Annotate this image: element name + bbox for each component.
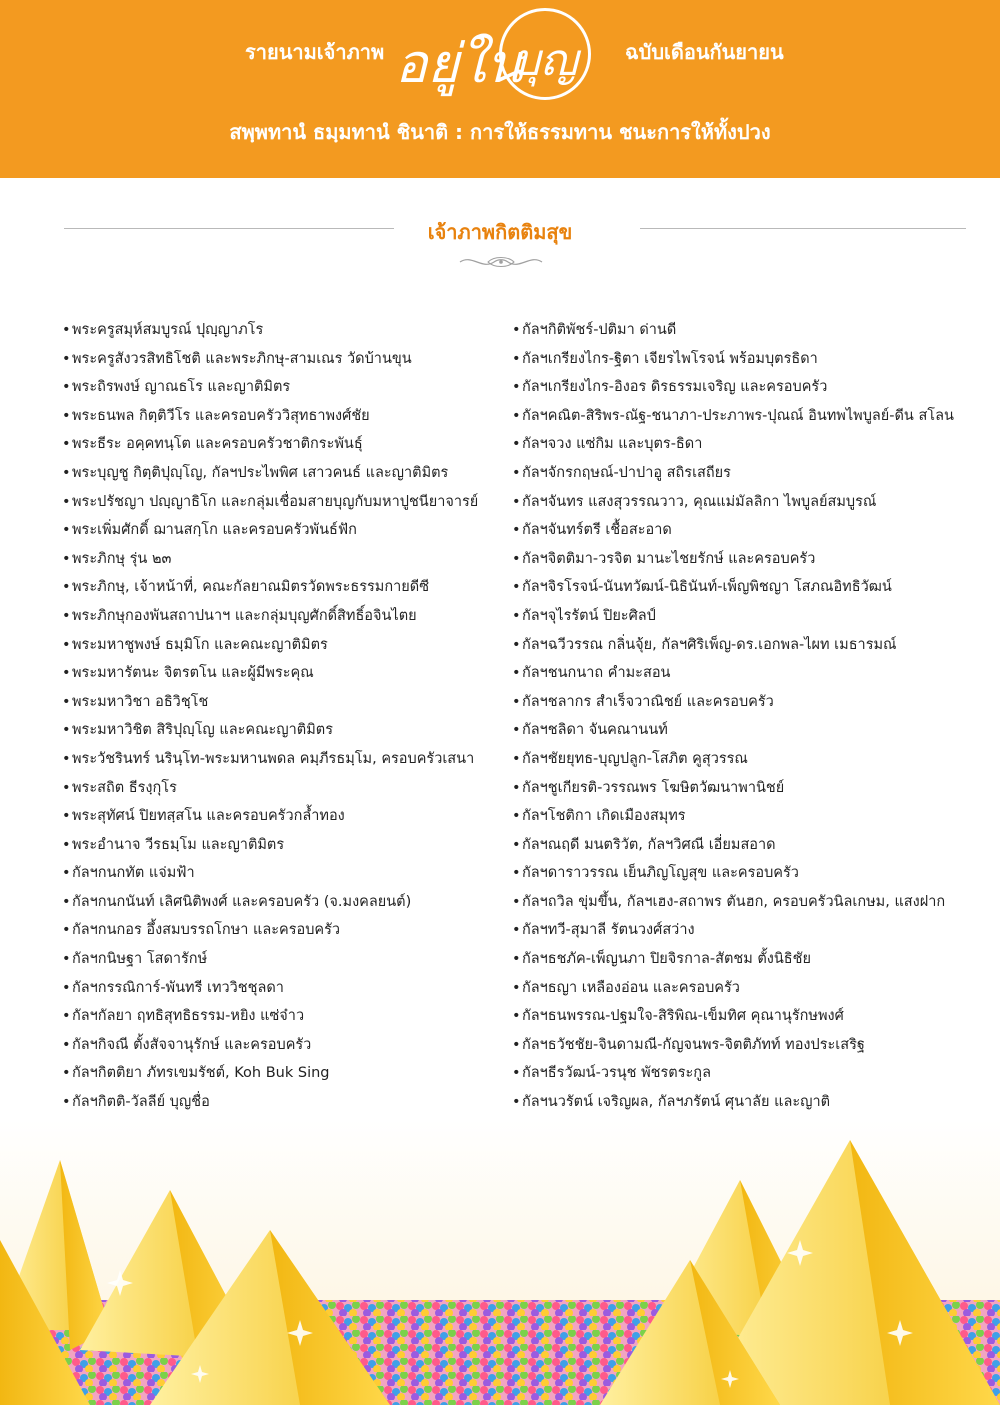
donor-list-item: • พระวัชรินทร์ นรินฺโท-พระมหานพดล คมฺภีรธมฺโม, ครอบครัวเสนา xyxy=(62,745,507,774)
donor-list-item: • กัลฯจิรโรจน์-นันทวัฒน์-นิธินันท์-เพ็ญพิชญา โสภณอิทธิวัฒน์ xyxy=(512,573,982,602)
donor-list-item: • พระภิกษุ รุ่น ๒๓ xyxy=(62,545,507,574)
scroll-flourish-icon xyxy=(458,252,544,272)
donor-list-item: • กัลฯกัลยา ฤทธิสุทธิธรรม-หยิง แซ่จ๋าว xyxy=(62,1002,507,1031)
donor-list-item: • กัลฯชูเกียรติ-วรรณพร โฆษิตวัฒนาพานิชย์ xyxy=(512,774,982,803)
donor-list-item: • กัลฯจวง แซ่กิม และบุตร-ธิดา xyxy=(512,430,982,459)
donor-list-item: • กัลฯกิติพัชร์-ปติมา ด่านดี xyxy=(512,316,982,345)
donor-list-left xyxy=(62,316,507,1117)
donor-list-item: • กัลฯกนกนันท์ เลิศนิติพงศ์ และครอบครัว (จ.มงคลยนต์) xyxy=(62,888,507,917)
donor-list-item: • กัลฯกนกทัต แจ่มฟ้า xyxy=(62,859,507,888)
logo-text-left: อยู่ใน xyxy=(395,32,523,95)
donor-list-item: • พระเพิ่มศักดิ์ ฌานสกฺโก และครอบครัวพันธ์ฟัก xyxy=(62,516,507,545)
donor-list-right xyxy=(512,316,982,1117)
donor-list-item: • กัลฯทวี-สุมาลี รัตนวงศ์สว่าง xyxy=(512,916,982,945)
donor-list-item: • กัลฯโชติกา เกิดเมืองสมุทร xyxy=(512,802,982,831)
issue-month: ฉบับเดือนกันยายน xyxy=(625,40,784,64)
donor-list-item: • กัลฯนวรัตน์ เจริญผล, กัลฯภรัตน์ ศุนาลัย และญาติ xyxy=(512,1088,982,1117)
donor-list-item: • พระมหาวิชา อธิวิชฺโช xyxy=(62,688,507,717)
donor-list-item: • กัลฯดาราวรรณ เย็นภิญโญสุข และครอบครัว xyxy=(512,859,982,888)
donor-list-item: • กัลฯกิตติ-วัลลีย์ บุญชื่อ xyxy=(62,1088,507,1117)
donor-list-item: • กัลฯชัยยุทธ-บุญปลูก-โสภิต คูสุวรรณ xyxy=(512,745,982,774)
donor-list-item: • พระปรัชญา ปญฺญาธิโก และกลุ่มเชื่อมสายบุญกับมหาปูชนียาจารย์ xyxy=(62,488,507,517)
donor-list-item: • กัลฯกรรณิการ์-พันทรี เทววิชชุลดา xyxy=(62,974,507,1003)
donor-list-item: • กัลฯจุไรรัตน์ ปิยะศิลป์ xyxy=(512,602,982,631)
donor-list-item: • กัลฯจันทร แสงสุวรรณวาว, คุณแม่มัลลิกา ไพบูลย์สมบูรณ์ xyxy=(512,488,982,517)
donor-list-item: • กัลฯเกรียงไกร-ฐิตา เจียรไพโรจน์ พร้อมบุตรธิดา xyxy=(512,345,982,374)
donor-list-item: • กัลฯชลิดา จันคณานนท์ xyxy=(512,716,982,745)
header-band xyxy=(0,0,1000,178)
section-heading xyxy=(0,212,1000,272)
header-subtitle: สพฺพทานํ ธมฺมทานํ ชินาติ : การให้ธรรมทาน ชนะการให้ทั้งปวง xyxy=(229,120,771,144)
donor-list-item: • กัลฯธีรวัฒน์-วรนุช พัชรตระกูล xyxy=(512,1059,982,1088)
donor-list-item: • พระสุทัศน์ ปิยทสฺสโน และครอบครัวกล้ำทอง xyxy=(62,802,507,831)
donor-list-item: • พระครูสังวรสิทธิโชติ และพระภิกษุ-สามเณร วัดบ้านขุน xyxy=(62,345,507,374)
donor-list-item: • พระมหาวิชิต สิริปุญฺโญ และคณะญาติมิตร xyxy=(62,716,507,745)
donor-list-item: • พระมหาชูพงษ์ ธมฺมิโก และคณะญาติมิตร xyxy=(62,631,507,660)
donor-list-item: • กัลฯณฤดี มนตริวัต, กัลฯวิศณี เอี่ยมสอาด xyxy=(512,831,982,860)
donor-list-item: • พระมหารัตนะ จิตรตโน และผู้มีพระคุณ xyxy=(62,659,507,688)
donor-list-item: • กัลฯชนกนาถ คำมะสอน xyxy=(512,659,982,688)
donor-list-item: • กัลฯถวิล ขุ่มขึ้น, กัลฯเฮง-สถาพร ตันฮก, ครอบครัวนิลเกษม, แสงฝาก xyxy=(512,888,982,917)
donor-list-item: • กัลฯธญา เหลืองอ่อน และครอบครัว xyxy=(512,974,982,1003)
donor-list-item: • กัลฯเกรียงไกร-อิงอร ดิรธรรมเจริญ และครอบครัว xyxy=(512,373,982,402)
donor-list-item: • กัลฯคณิต-สิริพร-ณัฐ-ชนาภา-ประภาพร-ปุณณ์ อินทพไพบูลย์-ดีน สโลน xyxy=(512,402,982,431)
donor-list-item: • กัลฯธวัชชัย-จินดามณี-กัญจนพร-จิตติภัทท์ ทองประเสริฐ xyxy=(512,1031,982,1060)
donor-list-item: • กัลฯจิตติมา-วรจิต มานะไชยรักษ์ และครอบครัว xyxy=(512,545,982,574)
donor-list-item: • กัลฯชลากร สำเร็จวาณิชย์ และครอบครัว xyxy=(512,688,982,717)
donor-list-item: • กัลฯจักรกฤษณ์-ปาปาอู สถิรเสถียร xyxy=(512,459,982,488)
magazine-logo xyxy=(385,6,625,106)
donor-list-item: • พระภิกษุกองพันสถาปนาฯ และกลุ่มบุญศักดิ์สิทธิ์อจินไตย xyxy=(62,602,507,631)
header-left-text: รายนามเจ้าภาพ xyxy=(245,40,385,64)
donor-list-item: • พระอำนาจ วีรธมฺโม และญาติมิตร xyxy=(62,831,507,860)
donor-list-item: • พระถิรพงษ์ ญาณธโร และญาติมิตร xyxy=(62,373,507,402)
donor-list-item: • พระธนพล กิตฺติวีโร และครอบครัววิสุทธาพงศ์ชัย xyxy=(62,402,507,431)
donor-list-item: • พระครูสมุห์สมบูรณ์ ปุญฺญาภโร xyxy=(62,316,507,345)
donor-list-item: • กัลฯธนพรรณ-ปฐมใจ-สิริพิณ-เข็มทิศ คุณานุรักษพงศ์ xyxy=(512,1002,982,1031)
donor-list-item: • พระธีระ อคฺคทนฺโต และครอบครัวชาติกระพันธุ์ xyxy=(62,430,507,459)
logo-text-right: บุญ xyxy=(512,35,578,86)
donor-list-item: • กัลฯฉวีวรรณ กลิ่นจุ้ย, กัลฯศิริเพ็ญ-ดร.เอกพล-ไผท เมธารมณ์ xyxy=(512,631,982,660)
donor-list-item: • กัลฯกิจณี ตั้งสัจจานุรักษ์ และครอบครัว xyxy=(62,1031,507,1060)
pyramid-scene xyxy=(0,1120,1000,1405)
donor-list-item: • กัลฯกิตติยา ภัทรเขมรัชต์, Koh Buk Sing xyxy=(62,1059,507,1088)
donor-list-item: • พระภิกษุ, เจ้าหน้าที่, คณะกัลยาณมิตรวัดพระธรรมกายดีซี xyxy=(62,573,507,602)
donor-list-item: • กัลฯธชภัค-เพ็ญนภา ปิยจิรกาล-สัตชม ตั้งนิธิชัย xyxy=(512,945,982,974)
donor-list-item: • พระบุญชู กิตฺติปุญฺโญ, กัลฯประไพพิศ เสาวคนธ์ และญาติมิตร xyxy=(62,459,507,488)
donor-list-item: • กัลฯกนกอร อึ้งสมบรรถโกษา และครอบครัว xyxy=(62,916,507,945)
donor-list-item: • กัลฯกนิษฐา โสดารักษ์ xyxy=(62,945,507,974)
logo-circle xyxy=(499,8,591,100)
donor-list-item: • พระสถิต ธีรงฺกุโร xyxy=(62,774,507,803)
donor-list-item: • กัลฯจันทร์ตรี เชื้อสะอาด xyxy=(512,516,982,545)
section-title: เจ้าภาพกิตติมสุข xyxy=(427,220,573,244)
